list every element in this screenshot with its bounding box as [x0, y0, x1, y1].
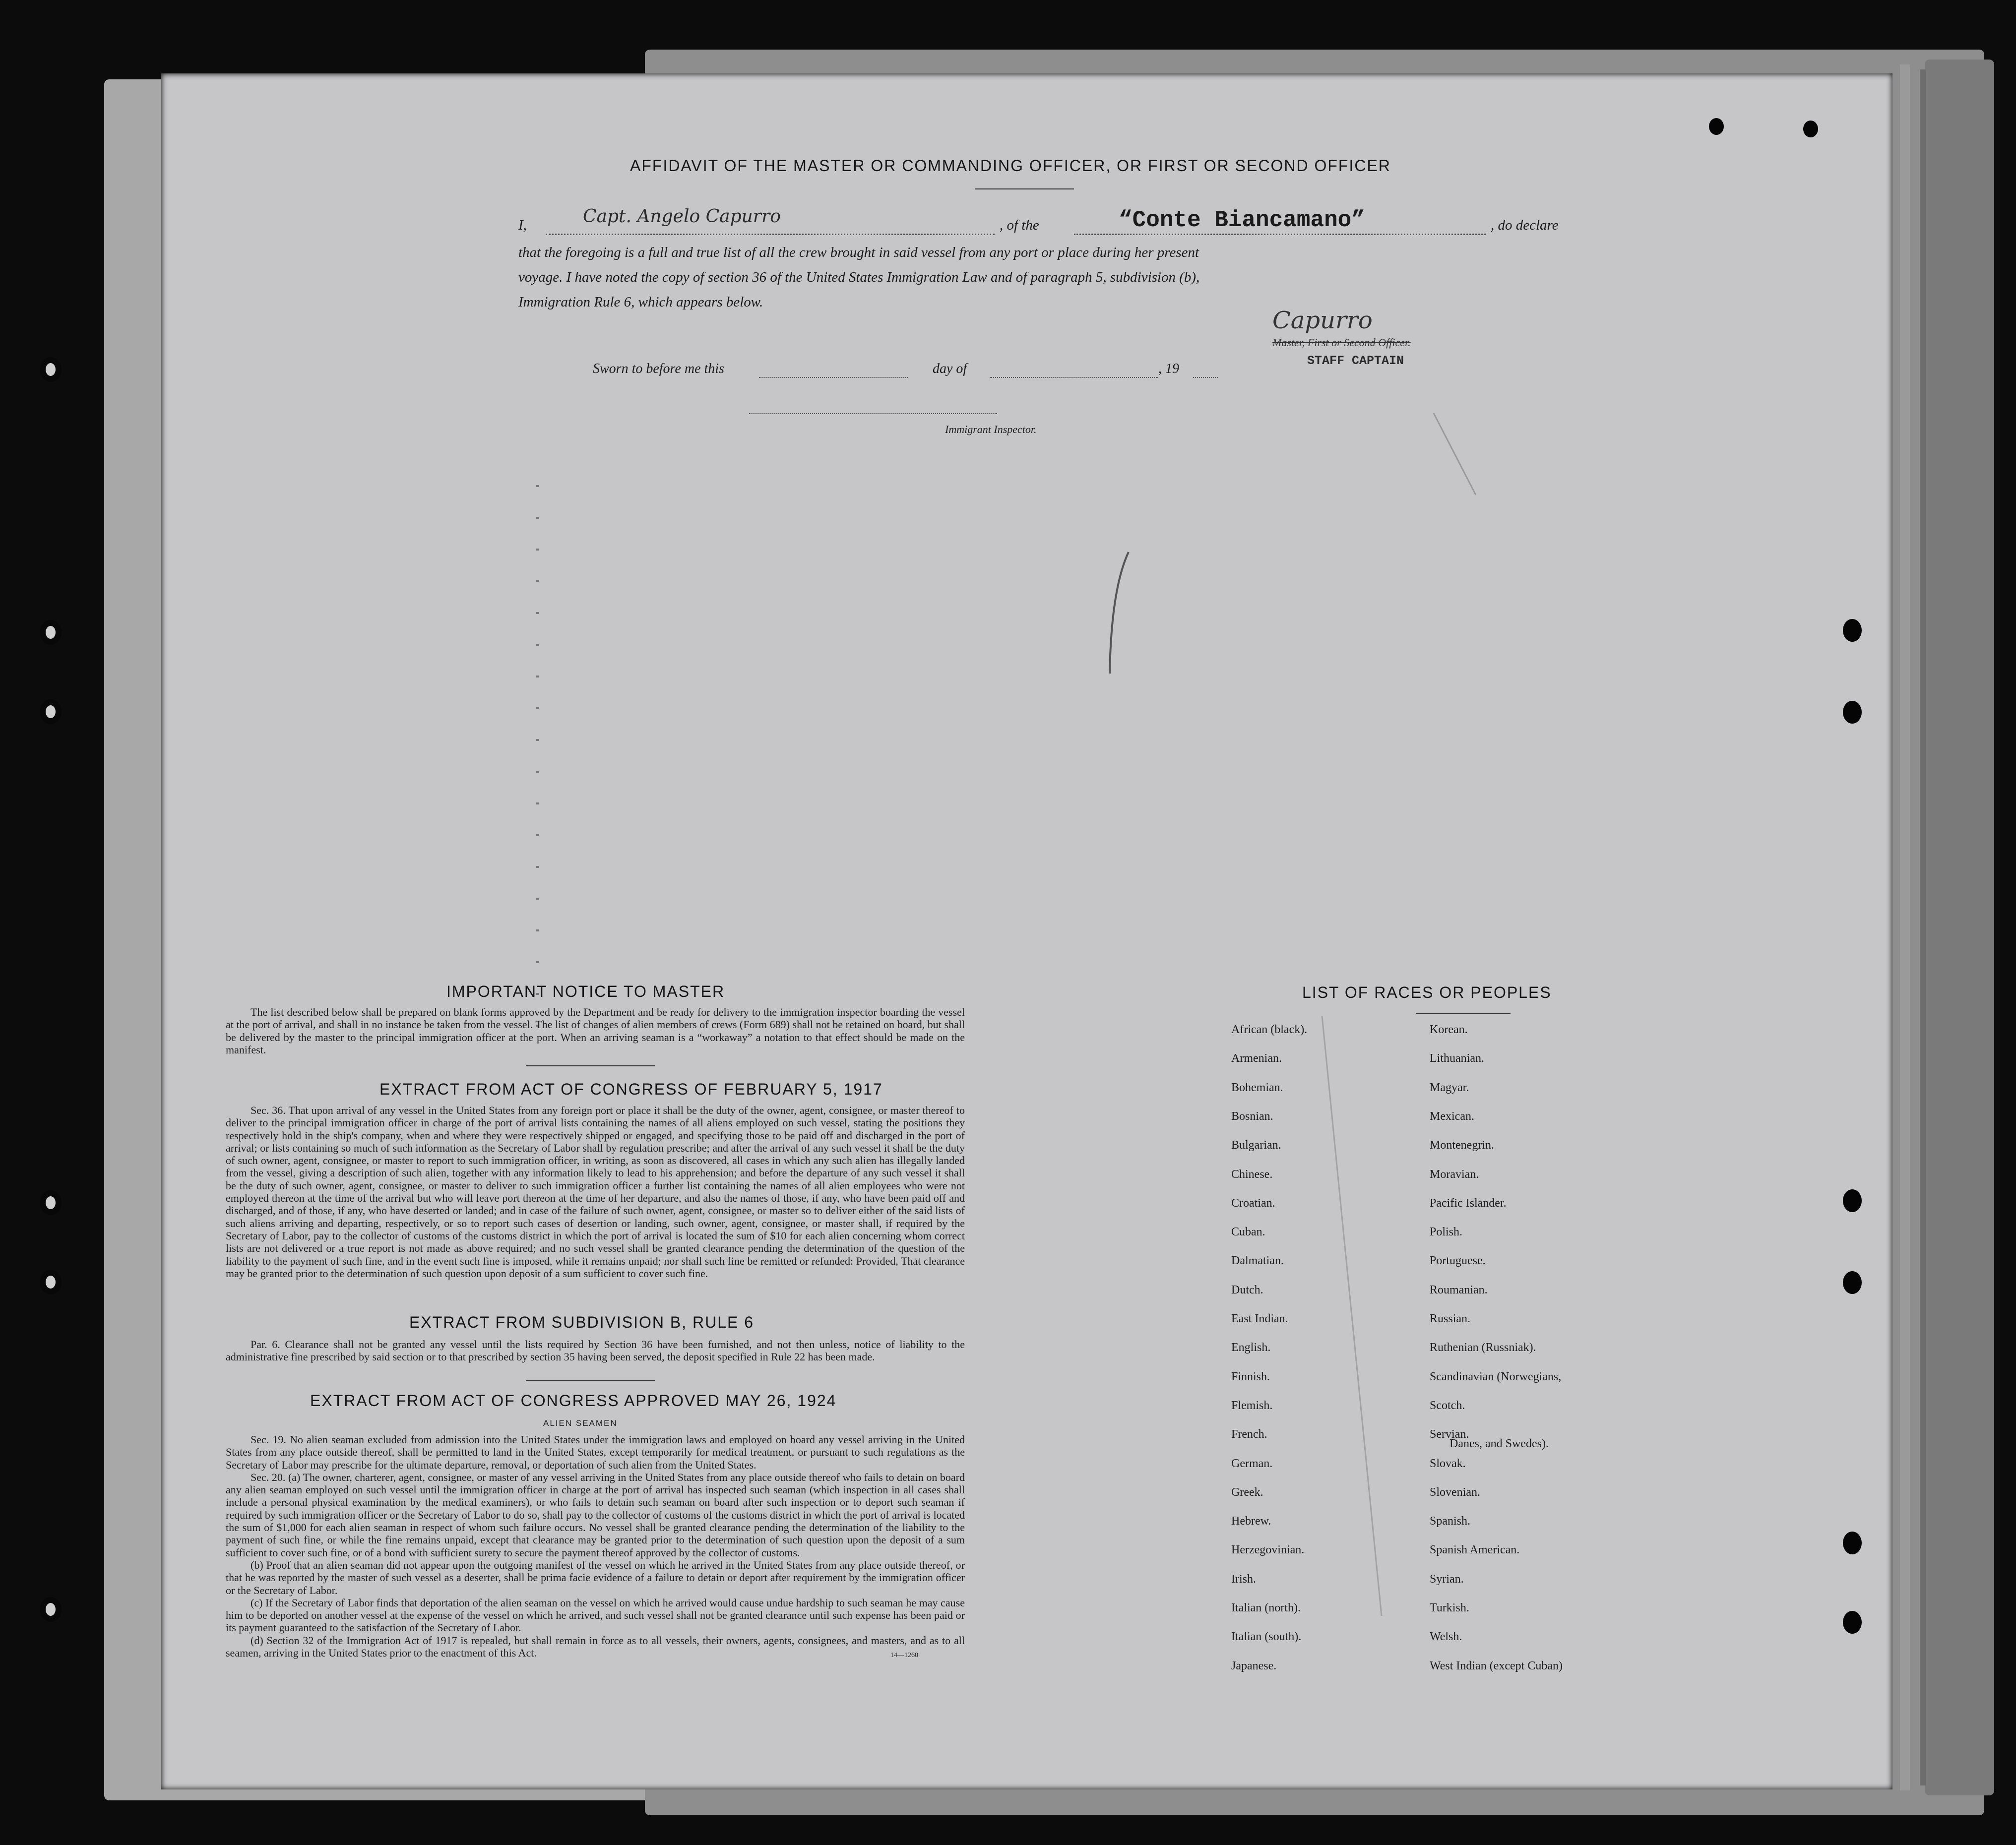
race-item: Spanish. [1430, 1515, 1471, 1528]
race-item: Flemish. [1231, 1399, 1273, 1412]
declarant-signature: Capt. Angelo Capurro [583, 206, 781, 227]
race-item: Irish. [1231, 1572, 1256, 1586]
manifest-page [161, 73, 1892, 1789]
races-title: LIST OF RACES OR PEOPLES [1302, 984, 1552, 1001]
binder-hole [40, 699, 62, 724]
race-item: Slovenian. [1430, 1485, 1480, 1499]
extract-rule6-text [226, 1338, 965, 1363]
race-item: Syrian. [1430, 1572, 1464, 1586]
race-item: African (black). [1231, 1023, 1308, 1036]
binder-hole [40, 357, 62, 382]
affidavit-line-4: Immigration Rule 6, which appears below. [518, 294, 763, 310]
race-item: Polish. [1430, 1226, 1463, 1239]
affidavit-line-2: that the foregoing is a full and true list of all the crew brought in said vessel from any port or place during her present [518, 245, 1199, 260]
race-item: Moravian. [1430, 1168, 1479, 1181]
race-scandinavian-continuation: Danes, and Swedes). [1449, 1437, 1549, 1450]
inspector-label: Immigrant Inspector. [945, 423, 1037, 435]
declarant-line [546, 234, 995, 235]
extract-rule6-title: EXTRACT FROM SUBDIVISION B, RULE 6 [409, 1313, 755, 1331]
punch-hole [1709, 118, 1724, 135]
notice-paragraph: The list described below shall be prepared on blank forms approved by the Department and be ready for delivery to the immigration inspector boarding the vessel at the port of arrival, and shall in no instance be taken from the vessel. The list of changes of alien members of crews (Form 689) shall not be retained on board, but shall be delivered by the master to the principal immigration officer at the port. When an arriving seaman is a “workaway” a notation to that effect should be made on the manifest. [226, 1006, 965, 1056]
race-item: Bosnian. [1231, 1109, 1273, 1123]
race-item: Spanish American. [1430, 1543, 1520, 1557]
punch-hole [1843, 1611, 1862, 1634]
race-item: Welsh. [1430, 1630, 1462, 1644]
affidavit-declare: , do declare [1491, 217, 1559, 233]
officer-title-struck: Master, First or Second Officer. [1272, 336, 1411, 349]
race-item: Croatian. [1231, 1196, 1275, 1210]
sworn-year-line [1193, 377, 1218, 378]
race-item: Korean. [1430, 1023, 1468, 1036]
race-item: Montenegrin. [1430, 1139, 1494, 1152]
pencil-mark [1317, 1011, 1386, 1621]
race-item: German. [1231, 1457, 1273, 1470]
binder-hole [40, 620, 62, 645]
sheet-edge [1920, 69, 1926, 1785]
sworn-day-of: day of [933, 361, 967, 376]
notice-text [226, 1006, 965, 1056]
extract-1917-title: EXTRACT FROM ACT OF CONGRESS OF FEBRUARY 5, 1917 [379, 1080, 883, 1098]
section-20c: (c) If the Secretary of Labor finds that deportation of the alien seaman on the vessel on which he arrived would cause undue hardship to such seaman he may cause him to be deported on another vessel at the expense of the vessel on which he arrived, and such vessel shall not be granted clearance until such expense has been paid or its payment guaranteed to the satisfaction of the Secretary of Labor. [226, 1596, 965, 1634]
section-20d: (d) Section 32 of the Immigration Act of 1917 is repealed, but shall remain in force as to all vessels, their owners, agents, consignees, and masters, and as to all seamen, arriving in the United States prior to the enactment of this Act. [226, 1634, 965, 1660]
binder-hole [40, 1597, 62, 1622]
race-item: Italian (south). [1231, 1630, 1302, 1644]
race-item: Magyar. [1430, 1081, 1469, 1094]
race-item: Greek. [1231, 1485, 1263, 1499]
pencil-mark [1431, 411, 1481, 500]
race-item: Dalmatian. [1231, 1254, 1284, 1268]
race-item: Mexican. [1430, 1109, 1474, 1123]
punch-hole [1843, 1189, 1862, 1212]
binder-hole [40, 1190, 62, 1215]
race-item: Armenian. [1231, 1052, 1282, 1065]
sworn-month-line [990, 377, 1158, 378]
officer-signature: Capurro [1272, 307, 1373, 334]
extract-1924-title: EXTRACT FROM ACT OF CONGRESS APPROVED MAY 26, 1924 [310, 1392, 837, 1410]
affidavit-i: I, [518, 217, 527, 233]
race-item: French. [1231, 1428, 1267, 1441]
race-item: Chinese. [1231, 1168, 1273, 1181]
race-item: Servian. [1430, 1428, 1469, 1441]
form-number: 14—1260 [890, 1652, 918, 1659]
punch-hole [1843, 701, 1862, 724]
binder-hole [40, 1270, 62, 1294]
backing-sheet-edge [1925, 60, 1994, 1795]
section-20a: Sec. 20. (a) The owner, charterer, agent, consignee, or master of any vessel arriving in the United States from any place outside thereof who fails to detain on board any alien seaman employed on such vessel until the immigration officer in charge at the port of arrival has inspected such seaman (which inspection in all cases shall include a personal physical examination by the medical examiners), or who fails to detain such seaman on board after such inspection or to deport such seaman if required by such immigration officer or the Secretary of Labor to do so, shall pay to the collector of customs of the customs district in which the port of arrival is located the sum of $1,000 for each alien seaman in respect of whom such failure occurs. No vessel shall be granted clearance pending the determination of the liability to the payment of such fine, or while the fine remains unpaid, except that clearance may be granted prior to the determination of such question upon the deposit of a sum sufficient to cover such fine, or of a bond with sufficient surety to secure the payment thereof approved by the collector of customs. [226, 1471, 965, 1559]
race-item: Roumanian. [1430, 1283, 1488, 1296]
race-item: Dutch. [1231, 1283, 1263, 1296]
race-item: Russian. [1430, 1312, 1471, 1325]
race-item: Scandinavian (Norwegians, [1430, 1370, 1562, 1383]
sworn-day-line [759, 377, 908, 378]
race-item: Ruthenian (Russniak). [1430, 1341, 1536, 1354]
divider [975, 188, 1074, 189]
race-item: Japanese. [1231, 1659, 1277, 1672]
alien-seamen-subtitle: ALIEN SEAMEN [543, 1418, 618, 1428]
race-item: Lithuanian. [1430, 1052, 1484, 1065]
race-item: Pacific Islander. [1430, 1196, 1507, 1210]
race-item: Herzegovinian. [1231, 1543, 1305, 1557]
race-item: Turkish. [1430, 1601, 1469, 1614]
race-item: English. [1231, 1341, 1271, 1354]
race-item: Finnish. [1231, 1370, 1270, 1383]
race-item: Slovak. [1430, 1457, 1466, 1470]
staff-captain-stamp: STAFF CAPTAIN [1307, 354, 1404, 368]
punch-hole [1843, 619, 1862, 642]
sworn-year: , 19 [1158, 361, 1179, 376]
punch-hole [1843, 1271, 1862, 1294]
section-19: Sec. 19. No alien seaman excluded from admission into the United States under the immigration laws and employed on board any vessel arriving in the United States from any place outside thereof, shall be permitted to land in the United States, except temporarily for medical treatment, or pursuant to such regulations as the Secretary of Labor may prescribe for the ultimate departure, removal, or deportation of such alien from the United States. [226, 1433, 965, 1471]
extract-rule6-paragraph: Par. 6. Clearance shall not be granted any vessel until the lists required by Section 36 have been furnished, and not then unless, notice of liability to the administrative fine prescribed by said section or to that prescribed by section 35 having been served, the deposit specified in Rule 22 has been made. [226, 1338, 965, 1363]
race-item: Hebrew. [1231, 1515, 1271, 1528]
divider [526, 1380, 655, 1381]
divider [1416, 1013, 1511, 1014]
punch-hole [1803, 121, 1818, 137]
race-item: Cuban. [1231, 1226, 1265, 1239]
race-item: Italian (north). [1231, 1601, 1301, 1614]
race-item: Scotch. [1430, 1399, 1465, 1412]
race-item: West Indian (except Cuban) [1430, 1659, 1563, 1672]
race-item: Bulgarian. [1231, 1139, 1281, 1152]
sworn-label: Sworn to before me this [593, 361, 724, 376]
extract-1917-paragraph: Sec. 36. That upon arrival of any vessel in the United States from any foreign port or place it shall be the duty of the owner, agent, consignee, or master thereof to deliver to the principal immigration officer in charge of the port of arrival lists containing the names of all aliens employed on such vessel, stating the positions they respectively hold in the ship's company, when and where they were respectively shipped or engaged, and specifying those to be paid off and discharged in the port of arrival; or lists containing so much of such information as the Secretary of Labor shall by regulation prescribe; and after the arrival of any such vessel it shall be the duty of such owner, agent, consignee, or master to report to such immigration officer, in writing, as soon as discovered, all cases in which any such alien has illegally landed from the vessel, giving a description of such alien, together with any information likely to lead to his apprehension; and before the departure of any such vessel it shall be the duty of such owner, agent, consignee, or master to deliver to such immigration officer a further list containing the names of all alien employees who were not employed thereon at the time of the arrival but who will leave port thereon at the time of her departure, and also the names of those, if any, who have been paid off and discharged, and of those, if any, who have deserted or landed; and in case of the failure of such owner, agent, consignee, or master so to deliver either of the said lists of such aliens arriving and departing, respectively, or so to report such cases of desertion or landing, such owner, agent, consignee, or master shall, if required by the Secretary of Labor, pay to the collector of customs of the customs district in which the port of arrival is located the sum of $10 for each alien concerning whom correct lists are not delivered or a true report is not made as above required; and no such vessel shall be granted clearance pending the determination of the question of the liability to the payment of such fine, and in the event such fine is imposed, while it remains unpaid; nor shall such fine be remitted or refunded: Provided, That clearance may be granted prior to the determination of such question upon deposit of a sum sufficient to cover such fine. [226, 1104, 965, 1280]
affidavit-line-3: voyage. I have noted the copy of section 36 of the United States Immigration Law and of paragraph 5, subdivision (b), [518, 269, 1200, 285]
race-item: East Indian. [1231, 1312, 1288, 1325]
punch-hole [1843, 1532, 1862, 1554]
notice-title: IMPORTANT NOTICE TO MASTER [446, 983, 725, 1000]
vessel-line [1074, 234, 1486, 235]
bleed-through-marks [536, 455, 539, 1050]
extract-1917-text [226, 1104, 965, 1280]
inspector-signature-line [749, 413, 997, 414]
affidavit-of-the: , of the [1000, 217, 1039, 233]
section-20b: (b) Proof that an alien seaman did not appear upon the outgoing manifest of the vessel on which he arrived in the United States from any place outside thereof, or that he was reported by the master of such vessel as a deserter, shall be prima facie evidence of a failure to detain or deport after requirement by the immigration officer or the Secretary of Labor. [226, 1558, 965, 1597]
race-item: Portuguese. [1430, 1254, 1486, 1268]
vessel-name: “Conte Biancamano” [1119, 207, 1365, 233]
sheet-edge [1900, 64, 1910, 1790]
pencil-mark [1104, 550, 1134, 678]
extract-1924-text [226, 1433, 965, 1659]
race-item: Bohemian. [1231, 1081, 1283, 1094]
divider [526, 1065, 655, 1066]
affidavit-title: AFFIDAVIT OF THE MASTER OR COMMANDING OFFICER, OR FIRST OR SECOND OFFICER [630, 157, 1391, 175]
